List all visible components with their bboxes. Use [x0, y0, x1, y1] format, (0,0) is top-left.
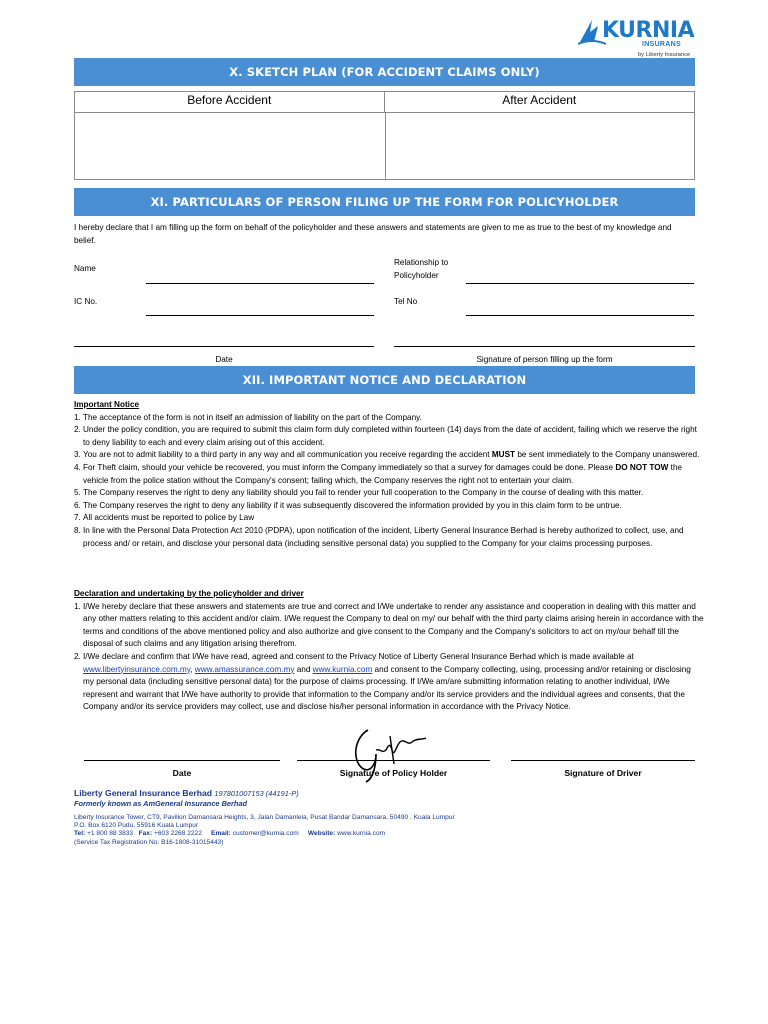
tel-label: Tel No — [394, 297, 418, 306]
date-field[interactable] — [74, 346, 374, 347]
notice-heading: Important Notice — [74, 400, 140, 409]
ic-label: IC No. — [74, 297, 98, 306]
footer-company: Liberty General Insurance Berhad 197801007153 (44191-P) — [74, 788, 299, 798]
liberty-link[interactable]: www.libertyinsurance.com.my — [83, 664, 191, 674]
after-accident-header: After Accident — [385, 92, 695, 113]
sketch-plan-table — [74, 91, 695, 180]
notice-item: 6. The Company reserves the right to deny any liability if it was subsequently discovered the information provided by you in this claim form to be untrue. — [74, 500, 622, 510]
section-11-title: XI. PARTICULARS OF PERSON FILING UP THE FORM FOR POLICYHOLDER — [74, 188, 695, 216]
date-label: Date — [215, 355, 233, 364]
name-label: Name — [74, 264, 96, 273]
footer-address: Liberty Insurance Tower, CT9, Pavilion Damansara Heights, 3, Jalan Damanlela, Pusat Bandar Damansara, 50490 , Kuala Lumpur P.O. Box 6120 Pudu, 55916 Kuala Lumpur Tel: +1 800 88 3833 Fax: +603 2268 2222 Email: customer@kurnia.com Website: www.kurnia.com (Service Tax Registration No: B16-1808-31015443) — [74, 814, 455, 846]
kurnia-link[interactable]: www.kurnia.com — [312, 664, 373, 674]
undertaking-item: 2. I/We declare and confirm that I/We have read, agreed and consent to the Privacy Notice of Liberty General Insurance Berhad which is made available at www.libertyinsurance.com.my, www.amassurance.com.my and www.kurnia.com and consent to the Company collecting, using, processing and/or retaining or disclosing my personal data (including sensitive personal data) for the purpose of claims processing. If I/We am/are submitting information relating to another individual, I/We represent and warrant that I/We have authority to provide that information to the Company and/or its service providers and the individual agrees and consents, that the Company and/or its service providers may collect, use and disclose his/her personal information in accordance with the Privacy Notice. — [74, 651, 691, 712]
amassurance-link[interactable]: www.amassurance.com.my — [194, 664, 295, 674]
tel-field[interactable] — [466, 315, 694, 316]
logo-by: by Liberty Insurance — [638, 52, 691, 58]
undertaking-heading: Declaration and undertaking by the policyholder and driver — [74, 589, 304, 598]
driver-signature-field[interactable] — [511, 760, 695, 761]
notice-item: 1. The acceptance of the form is not in itself an admission of liability on the part of the Company. — [74, 412, 422, 422]
logo-brand: KURNIA — [602, 18, 695, 43]
notice-item: 4. For Theft claim, should your vehicle be recovered, you must inform the Company immediately so that a survey for damages could be done. Please DO NOT TOW the vehicle from the police station without the Company's consent; failing which, the Company reserves the right not to entertain your claim. — [74, 462, 683, 485]
kurnia-logo — [578, 16, 698, 62]
important-notice — [74, 399, 704, 550]
logo-sub: INSURANS — [642, 41, 681, 48]
relationship-label-1: Relationship to — [394, 258, 449, 267]
policy-holder-signature-label: Signature of Policy Holder — [339, 768, 448, 778]
notice-item: 5. The Company reserves the right to deny any liability should you fail to render your full cooperation to the Company in the course of dealing with this matter. — [74, 488, 644, 498]
notice-item: 8. In line with the Personal Data Protection Act 2010 (PDPA), upon notification of the incident, Liberty General Insurance Berhad is hereby authorized to collect, use, and process and/ or retain, and disclose your personal data (including sensitive personal data) you supplied to the Company for your claims processing purposes. — [74, 525, 684, 548]
footer-formerly: Formerly known as AmGeneral Insurance Berhad — [74, 799, 248, 808]
ic-field[interactable] — [146, 315, 374, 316]
notice-item: 7. All accidents must be reported to police by Law — [74, 513, 255, 523]
name-field[interactable] — [146, 283, 374, 284]
undertaking-item: 1. I/We hereby declare that these answers and statements are true and correct and I/We undertake to render any assistance and cooperation in dealing with this matter and any other matters relating to this accident and/or claim. I/We request the Company to deal on my/ our behalf with the third party claims arising herein in accordance with the terms and conditions of the above mentioned policy and also authorize and give consent to the Company and the Company's solicitors to act on my/our behalf till the disposal of such claims and any litigation arising therefrom. — [74, 601, 704, 649]
relationship-label-2: Policyholder — [394, 271, 439, 280]
filer-signature-label: Signature of person filling up the form — [476, 355, 613, 364]
notice-item: 2. Under the policy condition, you are required to submit this claim form duly completed within fourteen (14) days from the date of accident, failing which we reserve the right to deny liability to each and every claim arising out of this accident. — [74, 425, 697, 447]
declaration-date-field[interactable] — [84, 760, 280, 761]
driver-signature-label: Signature of Driver — [564, 768, 642, 778]
relationship-field[interactable] — [466, 283, 694, 284]
before-accident-header: Before Accident — [75, 92, 385, 113]
filer-signature-field[interactable] — [394, 346, 695, 347]
filer-declaration: I hereby declare that I am filling up the form on behalf of the policyholder and these answers and statements are given to me as true to the best of my knowledge and belief. — [74, 223, 672, 245]
notice-item: 3. You are not to admit liability to a third party in any way and all communication you receive regarding the accident MUST be sent immediately to the Company unanswered. — [74, 450, 700, 460]
section-12-title: XII. IMPORTANT NOTICE AND DECLARATION — [74, 366, 695, 394]
section-10-title: X. SKETCH PLAN (FOR ACCIDENT CLAIMS ONLY) — [74, 58, 695, 86]
declaration-undertaking — [74, 588, 704, 714]
sketch-divider — [385, 113, 386, 179]
declaration-date-label: Date — [172, 768, 192, 778]
